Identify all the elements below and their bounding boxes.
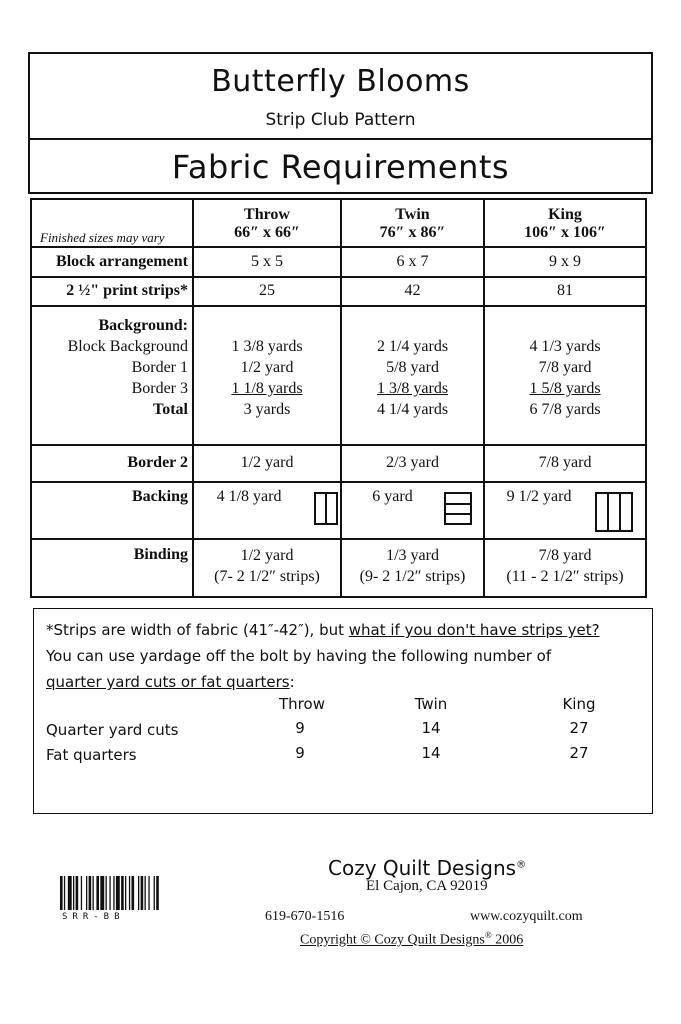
barcode-bar: [145, 876, 146, 910]
barcode-bar: [109, 876, 110, 910]
section-title-box: [28, 138, 653, 194]
table-cell: 14: [421, 744, 441, 762]
barcode-bar: [116, 876, 120, 910]
barcode-bar: [76, 876, 79, 910]
binding-twin: 1/3 yard (9- 2 1/2″ strips): [341, 539, 484, 597]
barcode-bar: [96, 876, 99, 910]
background-twin: 2 1/4 yards 5/8 yard 1 3/8 yards 4 1/4 yards: [341, 306, 484, 445]
table-cell: 27: [569, 744, 589, 762]
table-row: [31, 445, 646, 482]
brand-city: El Cajon, CA 92019: [366, 878, 488, 894]
table-cell: 27: [569, 719, 589, 737]
header-king: King 106″ x 106″: [484, 199, 646, 247]
backing-throw: 4 1/8 yard: [193, 482, 341, 539]
table-cell: 9: [295, 719, 305, 737]
barcode-bar: [93, 876, 94, 910]
binding-king: 7/8 yard (11 - 2 1/2″ strips): [484, 539, 646, 597]
table-cell: 7/8 yard: [484, 445, 646, 482]
notes-line-2: You can use yardage off the bolt by having the following number of: [46, 647, 552, 665]
barcode-text: SRR-BB: [62, 912, 125, 922]
barcode-bar: [64, 876, 65, 910]
header-twin: Twin 76″ x 86″: [341, 199, 484, 247]
backing-three-vertical-panel-icon: [595, 492, 633, 532]
table-row: [31, 277, 646, 306]
barcode-bar: [132, 876, 135, 910]
notes-question: what if you don't have strips yet?: [348, 621, 600, 639]
background-throw: 1 3/8 yards 1/2 yard 1 1/8 yards 3 yards: [193, 306, 341, 445]
row-label-backing: Backing: [31, 482, 193, 539]
barcode-bar: [154, 876, 155, 910]
row-label-border-2: Border 2: [31, 445, 193, 482]
barcode-bar: [60, 876, 63, 910]
table-row-binding: [31, 539, 646, 597]
table-cell: 2/3 yard: [341, 445, 484, 482]
table-cell: 6 x 7: [341, 247, 484, 277]
table-header-row: [31, 199, 646, 247]
table-cell: 81: [484, 277, 646, 306]
notes-row-label-fat: Fat quarters: [46, 746, 137, 764]
barcode-bar: [106, 876, 107, 910]
strip-notes-box: [33, 608, 653, 814]
pattern-subtitle: Strip Club Pattern: [265, 110, 416, 130]
table-cell: 1/2 yard: [193, 445, 341, 482]
barcode-image: [60, 876, 192, 910]
backing-two-panel-icon: [314, 492, 338, 525]
row-label-print-strips: 2 ½" print strips*: [31, 277, 193, 306]
size-note: Finished sizes may vary: [40, 230, 165, 245]
table-cell: 5 x 5: [193, 247, 341, 277]
header-throw: Throw 66″ x 66″: [193, 199, 341, 247]
barcode-bar: [138, 876, 139, 910]
barcode-bar: [100, 876, 104, 910]
table-cell: 25: [193, 277, 341, 306]
background-king: 4 1/3 yards 7/8 yard 1 5/8 yards 6 7/8 yards: [484, 306, 646, 445]
row-label-background: Background: Block Background Border 1 Border 3 Total: [31, 306, 193, 445]
notes-row-label-quarter: Quarter yard cuts: [46, 721, 179, 739]
notes-line-3: quarter yard cuts or fat quarters:: [46, 673, 295, 691]
barcode-bar: [81, 876, 82, 910]
notes-col-king: King: [562, 695, 596, 713]
backing-three-panel-icon: [444, 492, 472, 525]
barcode-bar: [156, 876, 159, 910]
pattern-title-box: [28, 52, 653, 138]
barcode-bar: [125, 876, 126, 910]
notes-line-1: *Strips are width of fabric (41″-42″), but what if you don't have strips yet?: [46, 621, 600, 639]
barcode-bar: [121, 876, 124, 910]
barcode-bar: [113, 876, 114, 910]
barcode-bar: [89, 876, 92, 910]
table-row: [31, 247, 646, 277]
brand-website[interactable]: www.cozyquilt.com: [470, 909, 583, 924]
size-note-cell: [31, 199, 193, 247]
barcode-bar: [73, 876, 74, 910]
notes-col-twin: Twin: [414, 695, 448, 713]
binding-throw: 1/2 yard (7- 2 1/2″ strips): [193, 539, 341, 597]
table-cell: 14: [421, 719, 441, 737]
table-row-background: [31, 306, 646, 445]
table-cell: 9 x 9: [484, 247, 646, 277]
barcode-bar: [86, 876, 87, 910]
row-label-binding: Binding: [31, 539, 193, 597]
barcode-bar: [141, 876, 144, 910]
row-label-block-arrangement: Block arrangement: [31, 247, 193, 277]
backing-king: 9 1/2 yard: [484, 482, 646, 539]
barcode-bar: [68, 876, 72, 910]
fabric-requirements-table: [30, 198, 647, 598]
brand-phone: 619-670-1516: [265, 909, 345, 924]
table-row-backing: [31, 482, 646, 539]
table-cell: 9: [295, 744, 305, 762]
barcode-bar: [148, 876, 149, 910]
table-cell: 42: [341, 277, 484, 306]
pattern-title: Butterfly Blooms: [211, 64, 470, 99]
brand-name: Cozy Quilt Designs®: [328, 856, 527, 880]
section-title: Fabric Requirements: [171, 148, 510, 186]
notes-col-throw: Throw: [279, 695, 325, 713]
backing-twin: 6 yard: [341, 482, 484, 539]
barcode-bar: [129, 876, 130, 910]
copyright-line: Copyright © Cozy Quilt Designs® 2006: [300, 930, 524, 948]
